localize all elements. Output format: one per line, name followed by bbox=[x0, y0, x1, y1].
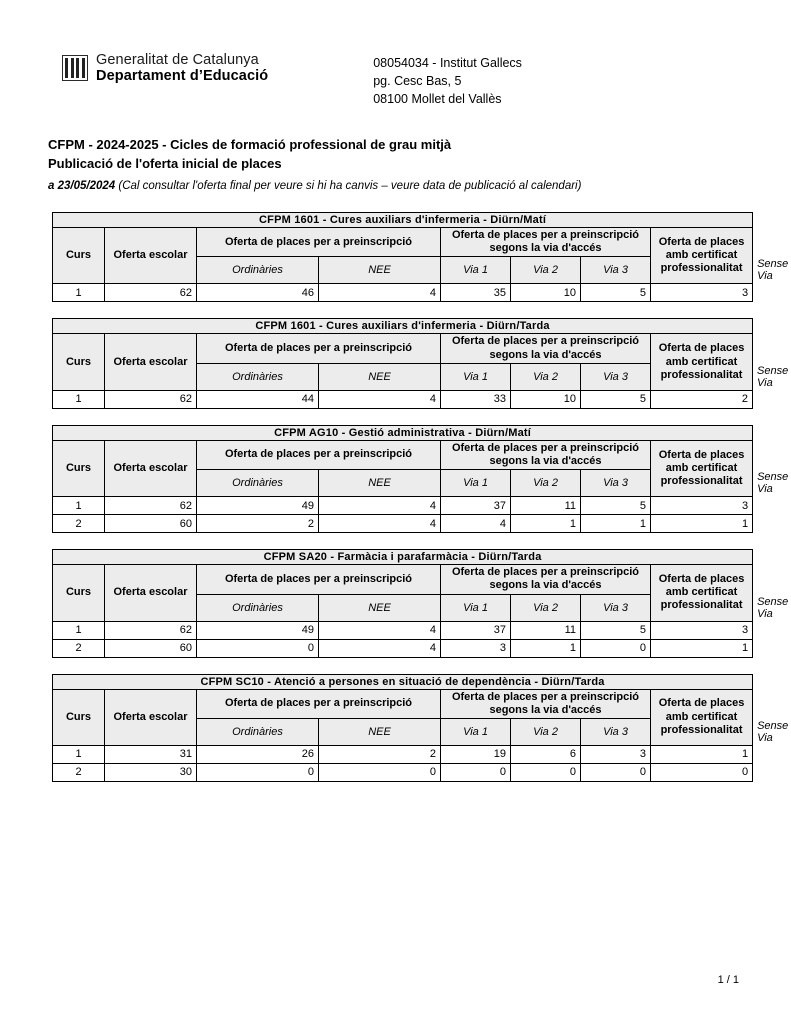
col-subheader-via3: Via 3 bbox=[581, 718, 651, 745]
cell-sense-via: 1 bbox=[651, 639, 753, 657]
col-subheader-via2: Via 2 bbox=[511, 257, 581, 284]
cell-via2: 6 bbox=[511, 745, 581, 763]
table-row bbox=[53, 515, 753, 533]
cell-curs: 2 bbox=[53, 515, 105, 533]
cell-ordinaries: 0 bbox=[197, 763, 319, 781]
cell-via1: 19 bbox=[441, 745, 511, 763]
col-subheader-nee: NEE bbox=[319, 257, 441, 284]
page-number: 1 / 1 bbox=[717, 974, 739, 986]
cell-curs: 2 bbox=[53, 763, 105, 781]
cell-curs: 1 bbox=[53, 745, 105, 763]
cell-via2: 10 bbox=[511, 284, 581, 302]
cell-sense-via: 0 bbox=[651, 763, 753, 781]
cell-via1: 37 bbox=[441, 497, 511, 515]
cell-via3: 5 bbox=[581, 284, 651, 302]
col-subheader-nee: NEE bbox=[319, 470, 441, 497]
table-row bbox=[53, 497, 753, 515]
cell-curs: 1 bbox=[53, 497, 105, 515]
cell-curs: 2 bbox=[53, 639, 105, 657]
cell-ordinaries: 44 bbox=[197, 390, 319, 408]
cell-via1: 4 bbox=[441, 515, 511, 533]
cfpm-table: CFPM 1601 - Cures auxiliars d'infermeria - Diürn/Matí Curs Oferta escolar Oferta de places per a preinscripció Oferta de places per a preinscripció segons la via d'accés Oferta de places amb certificat professionalitat Ordinàries NEE Via 1 Via 2 Via 3 Sense Via 1 62 46 4 35 10 5 3 bbox=[52, 212, 753, 302]
cell-via2: 1 bbox=[511, 639, 581, 657]
col-subheader-ordinaries: Ordinàries bbox=[197, 594, 319, 621]
cell-nee: 0 bbox=[319, 763, 441, 781]
table-row bbox=[53, 621, 753, 639]
col-header-via-acces: Oferta de places per a preinscripció segons la via d'accés bbox=[441, 565, 651, 594]
table-title: CFPM AG10 - Gestió administrativa - Diürn/Matí bbox=[53, 425, 753, 440]
table-row bbox=[53, 639, 753, 657]
cell-via2: 11 bbox=[511, 621, 581, 639]
col-header-oferta-escolar: Oferta escolar bbox=[105, 689, 197, 745]
cell-via2: 1 bbox=[511, 515, 581, 533]
cell-oferta-escolar: 30 bbox=[105, 763, 197, 781]
cell-oferta-escolar: 62 bbox=[105, 497, 197, 515]
table-title: CFPM SC10 - Atenció a persones en situació de dependència - Diürn/Tarda bbox=[53, 674, 753, 689]
cell-curs: 1 bbox=[53, 390, 105, 408]
generalitat-logo bbox=[62, 52, 268, 84]
cell-via1: 0 bbox=[441, 763, 511, 781]
col-subheader-via1: Via 1 bbox=[441, 257, 511, 284]
cell-via3: 5 bbox=[581, 621, 651, 639]
page-title: CFPM - 2024-2025 - Cicles de formació professional de grau mitjà bbox=[48, 137, 452, 153]
col-subheader-ordinaries: Ordinàries bbox=[197, 718, 319, 745]
col-subheader-via1: Via 1 bbox=[441, 363, 511, 390]
col-header-curs: Curs bbox=[53, 440, 105, 496]
table-title: CFPM SA20 - Farmàcia i parafarmàcia - Diürn/Tarda bbox=[53, 550, 753, 565]
cell-nee: 4 bbox=[319, 497, 441, 515]
cell-via3: 1 bbox=[581, 515, 651, 533]
col-header-curs: Curs bbox=[53, 228, 105, 284]
cell-oferta-escolar: 60 bbox=[105, 639, 197, 657]
publication-date: a 23/05/2024 bbox=[48, 180, 116, 193]
cell-via1: 35 bbox=[441, 284, 511, 302]
cell-nee: 4 bbox=[319, 639, 441, 657]
cell-nee: 4 bbox=[319, 515, 441, 533]
col-header-oferta-escolar: Oferta escolar bbox=[105, 334, 197, 390]
col-header-oferta-escolar: Oferta escolar bbox=[105, 565, 197, 621]
center-street: pg. Cesc Bas, 5 bbox=[373, 74, 462, 89]
cell-oferta-escolar: 62 bbox=[105, 621, 197, 639]
cell-via3: 5 bbox=[581, 390, 651, 408]
cell-ordinaries: 49 bbox=[197, 497, 319, 515]
cell-oferta-escolar: 62 bbox=[105, 390, 197, 408]
center-city: 08100 Mollet del Vallès bbox=[373, 92, 502, 107]
col-subheader-nee: NEE bbox=[319, 363, 441, 390]
table-title: CFPM 1601 - Cures auxiliars d'infermeria - Diürn/Tarda bbox=[53, 319, 753, 334]
cell-via1: 3 bbox=[441, 639, 511, 657]
col-header-preinscripcio: Oferta de places per a preinscripció bbox=[197, 565, 441, 594]
col-subheader-nee: NEE bbox=[319, 718, 441, 745]
center-name: 08054034 - Institut Gallecs bbox=[373, 56, 522, 70]
col-header-oferta-escolar: Oferta escolar bbox=[105, 228, 197, 284]
cell-sense-via: 3 bbox=[651, 284, 753, 302]
col-subheader-via1: Via 1 bbox=[441, 594, 511, 621]
col-header-certificat: Oferta de places amb certificat professionalitat bbox=[651, 228, 753, 284]
cell-nee: 4 bbox=[319, 284, 441, 302]
col-header-certificat: Oferta de places amb certificat professionalitat bbox=[651, 689, 753, 745]
cell-curs: 1 bbox=[53, 621, 105, 639]
cell-oferta-escolar: 60 bbox=[105, 515, 197, 533]
col-subheader-via3: Via 3 bbox=[581, 594, 651, 621]
cfpm-table: CFPM SA20 - Farmàcia i parafarmàcia - Diürn/Tarda Curs Oferta escolar Oferta de places per a preinscripció Oferta de places per a preinscripció segons la via d'accés Oferta de places amb certificat professionalitat Ordinàries NEE Via 1 Via 2 Via 3 Sense Via 1 62 49 4 37 11 5 3 2 60 0 4 3 1 0 1 bbox=[52, 549, 753, 657]
col-subheader-via1: Via 1 bbox=[441, 470, 511, 497]
cell-sense-via: 3 bbox=[651, 621, 753, 639]
document-titles bbox=[48, 136, 791, 192]
document-header bbox=[0, 0, 791, 108]
table-row bbox=[53, 763, 753, 781]
cfpm-table: CFPM AG10 - Gestió administrativa - Diürn/Matí Curs Oferta escolar Oferta de places per a preinscripció Oferta de places per a preinscripció segons la via d'accés Oferta de places amb certificat professionalitat Ordinàries NEE Via 1 Via 2 Via 3 Sense Via 1 62 49 4 37 11 5 3 2 60 2 4 4 1 1 1 bbox=[52, 425, 753, 533]
logo-line-1: Generalitat de Catalunya bbox=[96, 52, 259, 68]
publication-note bbox=[48, 180, 791, 192]
publication-note-text: (Cal consultar l'oferta final per veure si hi ha canvis – veure data de publicació al calendari) bbox=[118, 180, 582, 193]
col-subheader-ordinaries: Ordinàries bbox=[197, 257, 319, 284]
col-header-certificat: Oferta de places amb certificat professionalitat bbox=[651, 334, 753, 390]
cell-ordinaries: 0 bbox=[197, 639, 319, 657]
col-header-certificat: Oferta de places amb certificat professionalitat bbox=[651, 565, 753, 621]
cell-sense-via: 3 bbox=[651, 497, 753, 515]
cell-via2: 10 bbox=[511, 390, 581, 408]
cell-via2: 11 bbox=[511, 497, 581, 515]
col-subheader-via3: Via 3 bbox=[581, 257, 651, 284]
tables-container bbox=[0, 212, 791, 782]
page-subtitle: Publicació de l'oferta inicial de places bbox=[48, 156, 282, 172]
col-header-curs: Curs bbox=[53, 689, 105, 745]
table-row bbox=[53, 390, 753, 408]
logo-text bbox=[96, 52, 268, 84]
col-subheader-via2: Via 2 bbox=[511, 718, 581, 745]
cell-ordinaries: 46 bbox=[197, 284, 319, 302]
col-subheader-via2: Via 2 bbox=[511, 594, 581, 621]
generalitat-emblem-icon bbox=[62, 55, 88, 81]
col-header-via-acces: Oferta de places per a preinscripció segons la via d'accés bbox=[441, 228, 651, 257]
center-address bbox=[373, 52, 522, 108]
col-header-oferta-escolar: Oferta escolar bbox=[105, 440, 197, 496]
cell-sense-via: 1 bbox=[651, 745, 753, 763]
cell-nee: 4 bbox=[319, 390, 441, 408]
col-subheader-via2: Via 2 bbox=[511, 470, 581, 497]
col-header-curs: Curs bbox=[53, 334, 105, 390]
cfpm-table: CFPM SC10 - Atenció a persones en situació de dependència - Diürn/Tarda Curs Oferta escolar Oferta de places per a preinscripció Oferta de places per a preinscripció segons la via d'accés Oferta de places amb certificat professionalitat Ordinàries NEE Via 1 Via 2 Via 3 Sense Via 1 31 26 2 19 6 3 1 2 30 0 0 0 0 0 0 bbox=[52, 674, 753, 782]
cell-nee: 4 bbox=[319, 621, 441, 639]
cell-ordinaries: 26 bbox=[197, 745, 319, 763]
col-header-preinscripcio: Oferta de places per a preinscripció bbox=[197, 228, 441, 257]
col-header-preinscripcio: Oferta de places per a preinscripció bbox=[197, 689, 441, 718]
cell-via1: 37 bbox=[441, 621, 511, 639]
col-header-curs: Curs bbox=[53, 565, 105, 621]
cell-nee: 2 bbox=[319, 745, 441, 763]
cell-sense-via: 1 bbox=[651, 515, 753, 533]
cell-via3: 3 bbox=[581, 745, 651, 763]
col-subheader-via3: Via 3 bbox=[581, 363, 651, 390]
cell-curs: 1 bbox=[53, 284, 105, 302]
cell-via3: 0 bbox=[581, 639, 651, 657]
col-subheader-via2: Via 2 bbox=[511, 363, 581, 390]
cell-ordinaries: 2 bbox=[197, 515, 319, 533]
col-header-preinscripcio: Oferta de places per a preinscripció bbox=[197, 440, 441, 469]
col-subheader-via3: Via 3 bbox=[581, 470, 651, 497]
col-subheader-ordinaries: Ordinàries bbox=[197, 363, 319, 390]
table-title: CFPM 1601 - Cures auxiliars d'infermeria - Diürn/Matí bbox=[53, 213, 753, 228]
cell-oferta-escolar: 62 bbox=[105, 284, 197, 302]
cell-sense-via: 2 bbox=[651, 390, 753, 408]
col-header-via-acces: Oferta de places per a preinscripció segons la via d'accés bbox=[441, 440, 651, 469]
cell-via3: 5 bbox=[581, 497, 651, 515]
cell-via3: 0 bbox=[581, 763, 651, 781]
col-header-certificat: Oferta de places amb certificat professionalitat bbox=[651, 440, 753, 496]
cell-oferta-escolar: 31 bbox=[105, 745, 197, 763]
col-subheader-nee: NEE bbox=[319, 594, 441, 621]
logo-line-2: Departament d’Educació bbox=[96, 68, 269, 85]
cell-ordinaries: 49 bbox=[197, 621, 319, 639]
table-row bbox=[53, 745, 753, 763]
table-row bbox=[53, 284, 753, 302]
col-header-preinscripcio: Oferta de places per a preinscripció bbox=[197, 334, 441, 363]
cell-via1: 33 bbox=[441, 390, 511, 408]
col-subheader-via1: Via 1 bbox=[441, 718, 511, 745]
cfpm-table: CFPM 1601 - Cures auxiliars d'infermeria - Diürn/Tarda Curs Oferta escolar Oferta de places per a preinscripció Oferta de places per a preinscripció segons la via d'accés Oferta de places amb certificat professionalitat Ordinàries NEE Via 1 Via 2 Via 3 Sense Via 1 62 44 4 33 10 5 2 bbox=[52, 318, 753, 408]
col-subheader-ordinaries: Ordinàries bbox=[197, 470, 319, 497]
col-header-via-acces: Oferta de places per a preinscripció segons la via d'accés bbox=[441, 689, 651, 718]
col-header-via-acces: Oferta de places per a preinscripció segons la via d'accés bbox=[441, 334, 651, 363]
cell-via2: 0 bbox=[511, 763, 581, 781]
